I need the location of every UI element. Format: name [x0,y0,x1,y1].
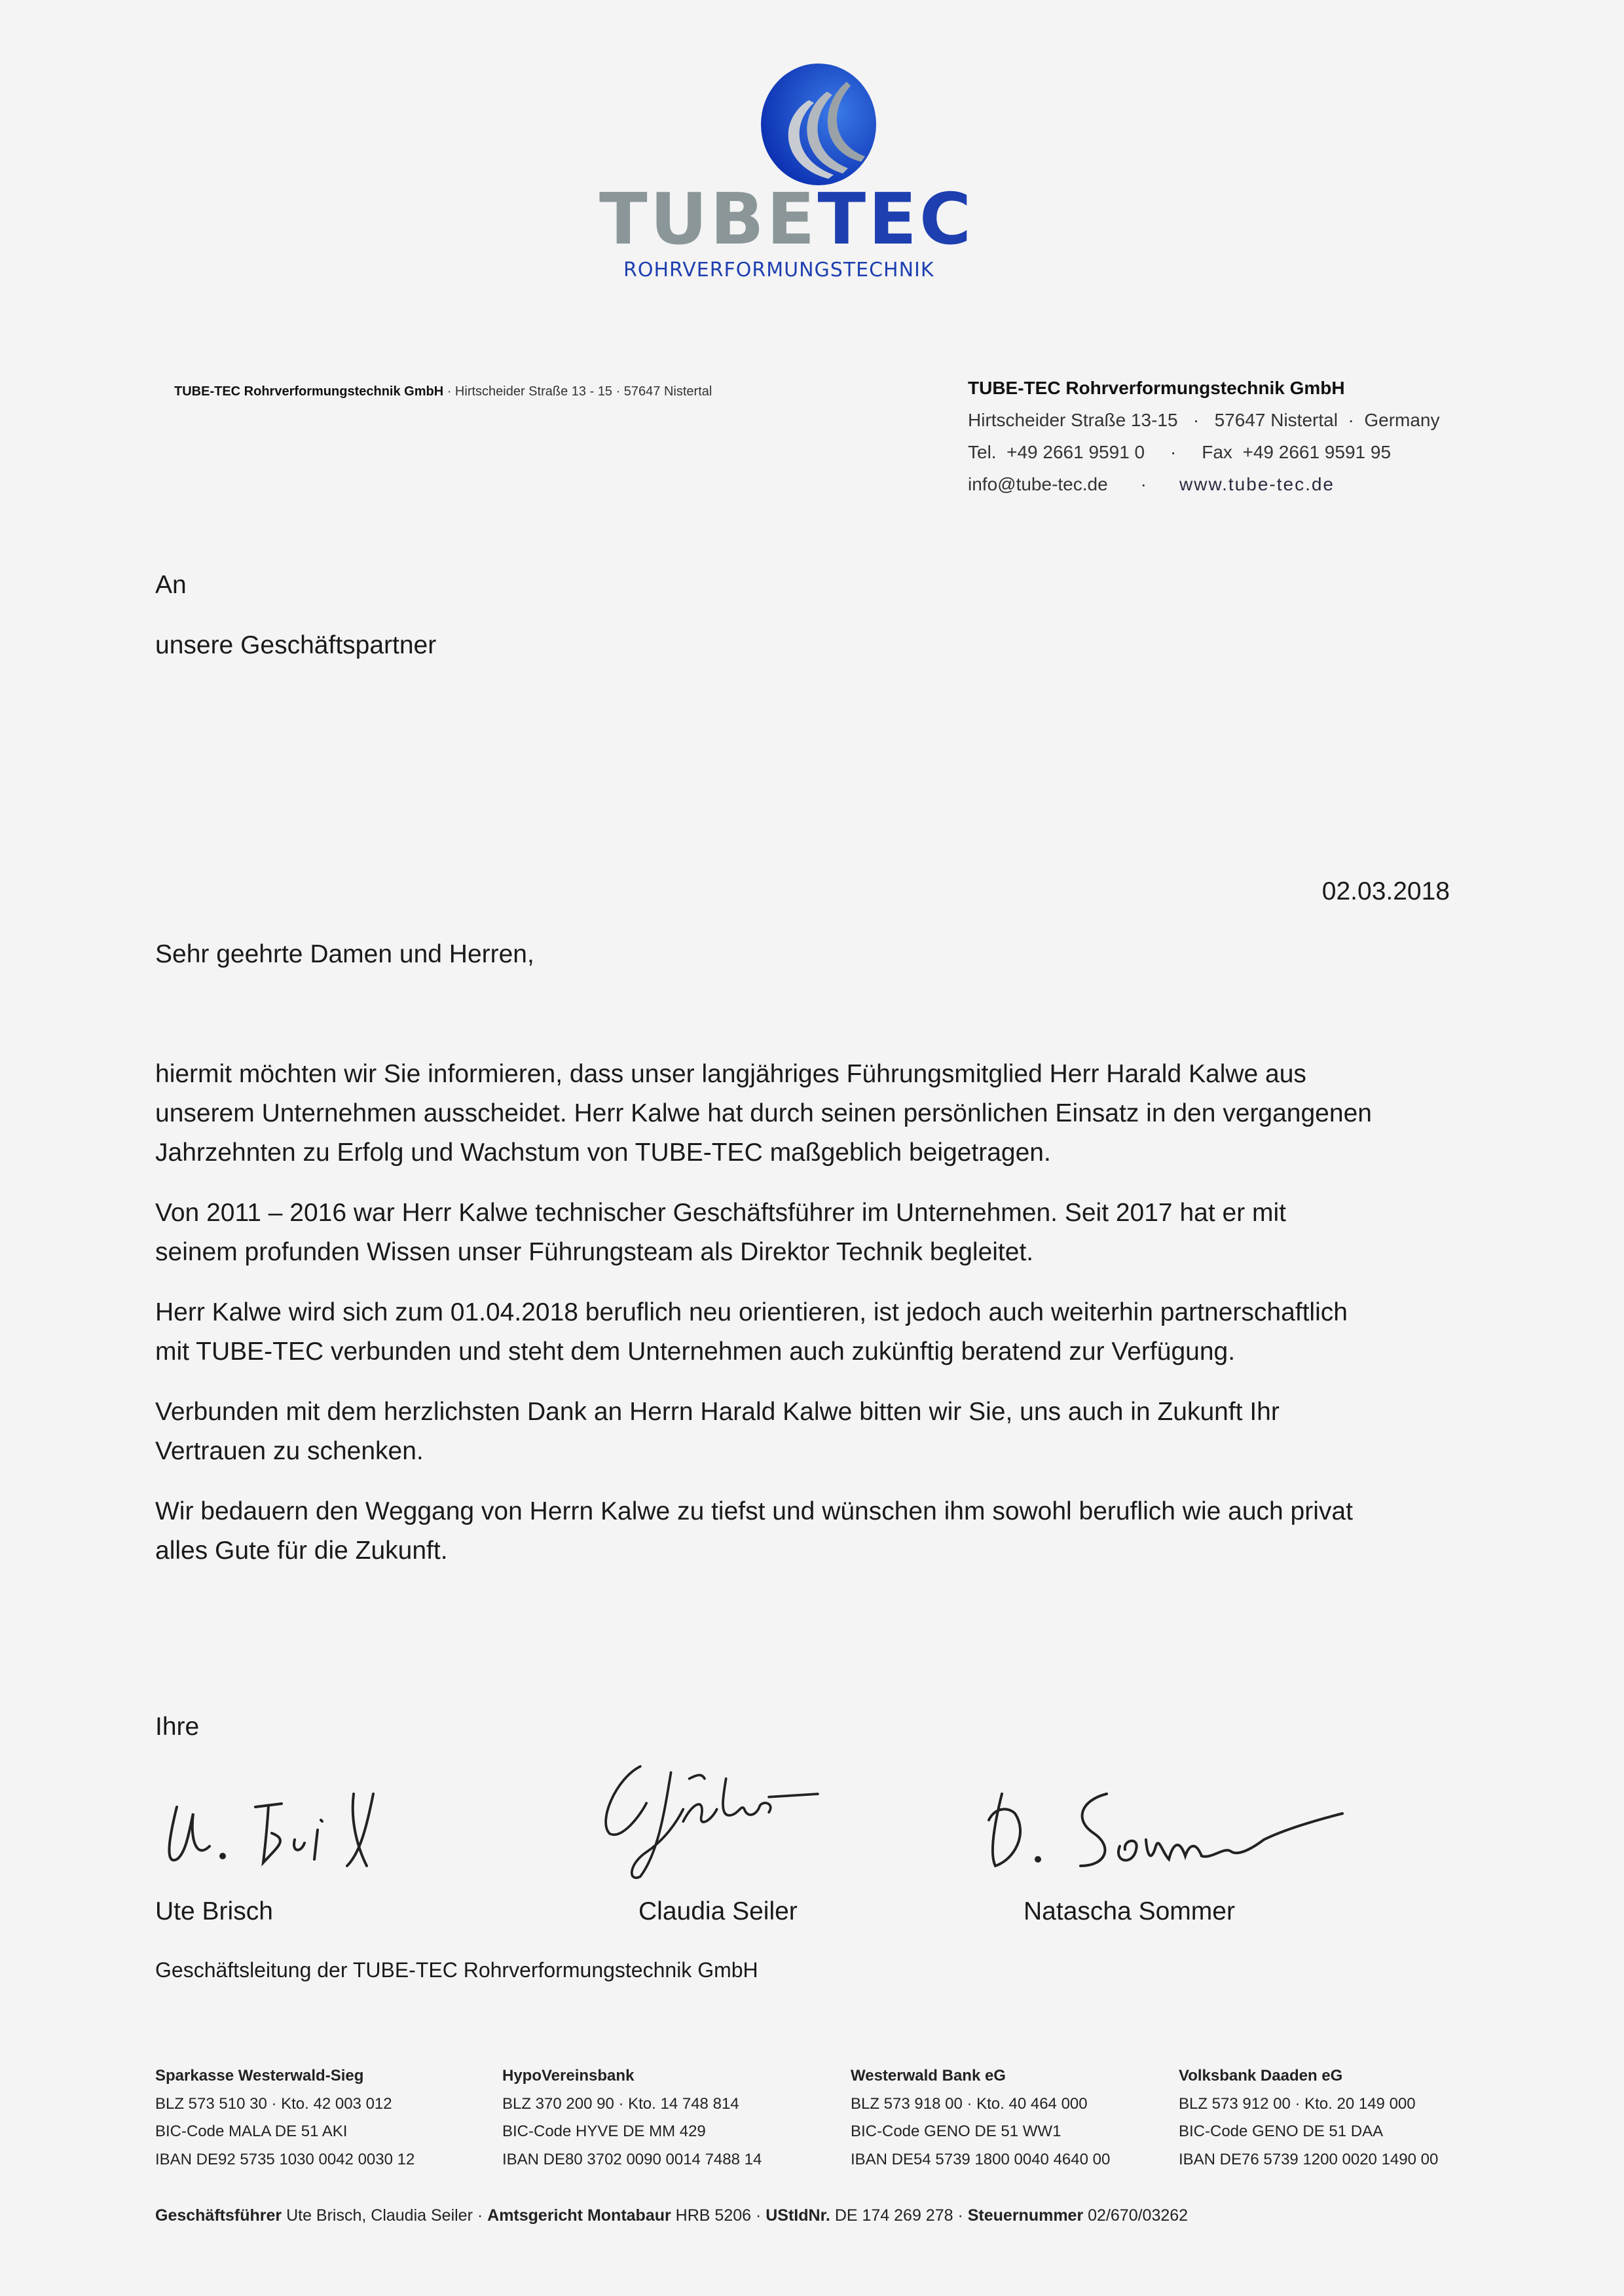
bank-name: Westerwald Bank eG [851,2067,1006,2085]
paragraph [155,1492,1372,1571]
contact-block [968,372,1440,500]
contact-company: TUBE-TEC Rohrverformungstechnik GmbH [968,378,1345,398]
bank-bic: BIC-Code MALA DE 51 AKI [155,2123,348,2140]
logo-globe-icon [756,62,881,187]
signature-ute-brisch [157,1768,419,1886]
body-line: unserem Unternehmen ausscheidet. Herr Kalwe hat durch seinen persönlichen Einsatz in den vergangenen [155,1099,1372,1127]
body-line: alles Gute für die Zukunft. [155,1537,448,1565]
closing: Ihre [155,1713,200,1741]
bank-blz: BLZ 573 510 30 · Kto. 42 003 012 [155,2094,392,2113]
body-line: seinem profunden Wissen unser Führungsteam als Direktor Technik begleitet. [155,1238,1034,1266]
contact-email[interactable]: info@tube-tec.de [968,474,1108,494]
salutation: Sehr geehrte Damen und Herren, [155,940,534,968]
sender-line [174,384,712,399]
bank-blz: BLZ 573 918 00 · Kto. 40 464 000 [851,2094,1088,2113]
signature-claudia-seiler [589,1748,838,1889]
bank-name: Sparkasse Westerwald-Sieg [155,2067,364,2085]
bank-bic: BIC-Code GENO DE 51 WW1 [851,2123,1061,2140]
letter-date: 02.03.2018 [1321,877,1450,905]
signatory-name: Ute Brisch [155,1897,273,1925]
body-line: mit TUBE-TEC verbunden und steht dem Unternehmen auch zukünftig beratend zur Verfügung. [155,1338,1236,1366]
body-line: Wir bedauern den Weggang von Herrn Kalwe zu tiefst und wünschen ihm sowohl beruflich wie auch privat [155,1497,1353,1525]
paragraph [155,1055,1372,1173]
paragraph [155,1293,1372,1372]
body-line: Verbunden mit dem herzlichsten Dank an Herrn Harald Kalwe bitten wir Sie, uns auch in Zukunft Ihr [155,1398,1280,1426]
footer-label: Steuernummer [967,2206,1084,2225]
bank-name: HypoVereinsbank [502,2067,635,2085]
bank-iban: IBAN DE80 3702 0090 0014 7488 14 [502,2150,762,2168]
footer-label: Geschäftsführer [155,2206,282,2225]
legal-footer [155,2206,1188,2225]
bank-blz: BLZ 573 912 00 · Kto. 20 149 000 [1179,2094,1416,2113]
footer-value: DE 174 269 278 · [830,2206,968,2225]
bank-bic: BIC-Code GENO DE 51 DAA [1179,2123,1384,2140]
contact-website[interactable]: www.tube-tec.de [1179,474,1335,494]
body-line: Vertrauen zu schenken. [155,1437,424,1465]
bank-bic: BIC-Code HYVE DE MM 429 [502,2123,706,2140]
signature-natascha-sommer [976,1768,1395,1886]
contact-phone: Tel. +49 2661 9591 0 · Fax +49 2661 9591 95 [968,442,1392,462]
contact-address: Hirtscheider Straße 13-15 · 57647 Nistertal · Germany [968,410,1440,430]
contact-separator: · [1140,474,1147,494]
body-line: Herr Kalwe wird sich zum 01.04.2018 beruflich neu orientieren, ist jedoch auch weiterhin partnerschaftlich [155,1298,1348,1326]
bank-column [502,2062,762,2174]
bank-column [1179,2062,1438,2174]
bank-iban: IBAN DE92 5735 1030 0042 0030 12 [155,2150,415,2168]
letter-body [155,1055,1372,1592]
logo-word-tube: TUBE [599,179,818,261]
footer-value: HRB 5206 · [671,2206,766,2225]
footer-label: Amtsgericht Montabaur [487,2206,671,2225]
sender-address: · Hirtscheider Straße 13 - 15 · 57647 Nistertal [443,384,712,399]
logo-subtitle: ROHRVERFORMUNGSTECHNIK [623,259,934,282]
sender-company: TUBE-TEC Rohrverformungstechnik GmbH [174,384,444,399]
bank-name: Volksbank Daaden eG [1179,2067,1343,2085]
recipient-line-1: An [155,571,187,599]
bank-iban: IBAN DE76 5739 1200 0020 1490 00 [1179,2150,1439,2168]
paragraph [155,1393,1372,1471]
signatory-name: Natascha Sommer [1024,1897,1235,1925]
signatory-name: Claudia Seiler [638,1897,798,1925]
bank-column [155,2062,415,2174]
footer-value: Ute Brisch, Claudia Seiler · [282,2206,488,2225]
paragraph [155,1194,1372,1272]
bank-blz: BLZ 370 200 90 · Kto. 14 748 814 [502,2094,739,2113]
bank-column [851,2062,1110,2174]
footer-label: UStIdNr. [766,2206,830,2225]
body-line: hiermit möchten wir Sie informieren, dass unser langjähriges Führungsmitglied Herr Harald Kalwe aus [155,1060,1306,1088]
body-line: Jahrzehnten zu Erfolg und Wachstum von TUBE-TEC maßgeblich beigetragen. [155,1139,1051,1167]
footer-value: 02/670/03262 [1083,2206,1189,2225]
body-line: Von 2011 – 2016 war Herr Kalwe technischer Geschäftsführer im Unternehmen. Seit 2017 hat er mit [155,1199,1287,1227]
bank-iban: IBAN DE54 5739 1800 0040 4640 00 [851,2150,1111,2168]
logo-word-tec: TEC [817,179,974,261]
recipient-line-2: unsere Geschäftspartner [155,631,437,659]
signature-role: Geschäftsleitung der TUBE-TEC Rohrverformungstechnik GmbH [155,1958,758,1982]
